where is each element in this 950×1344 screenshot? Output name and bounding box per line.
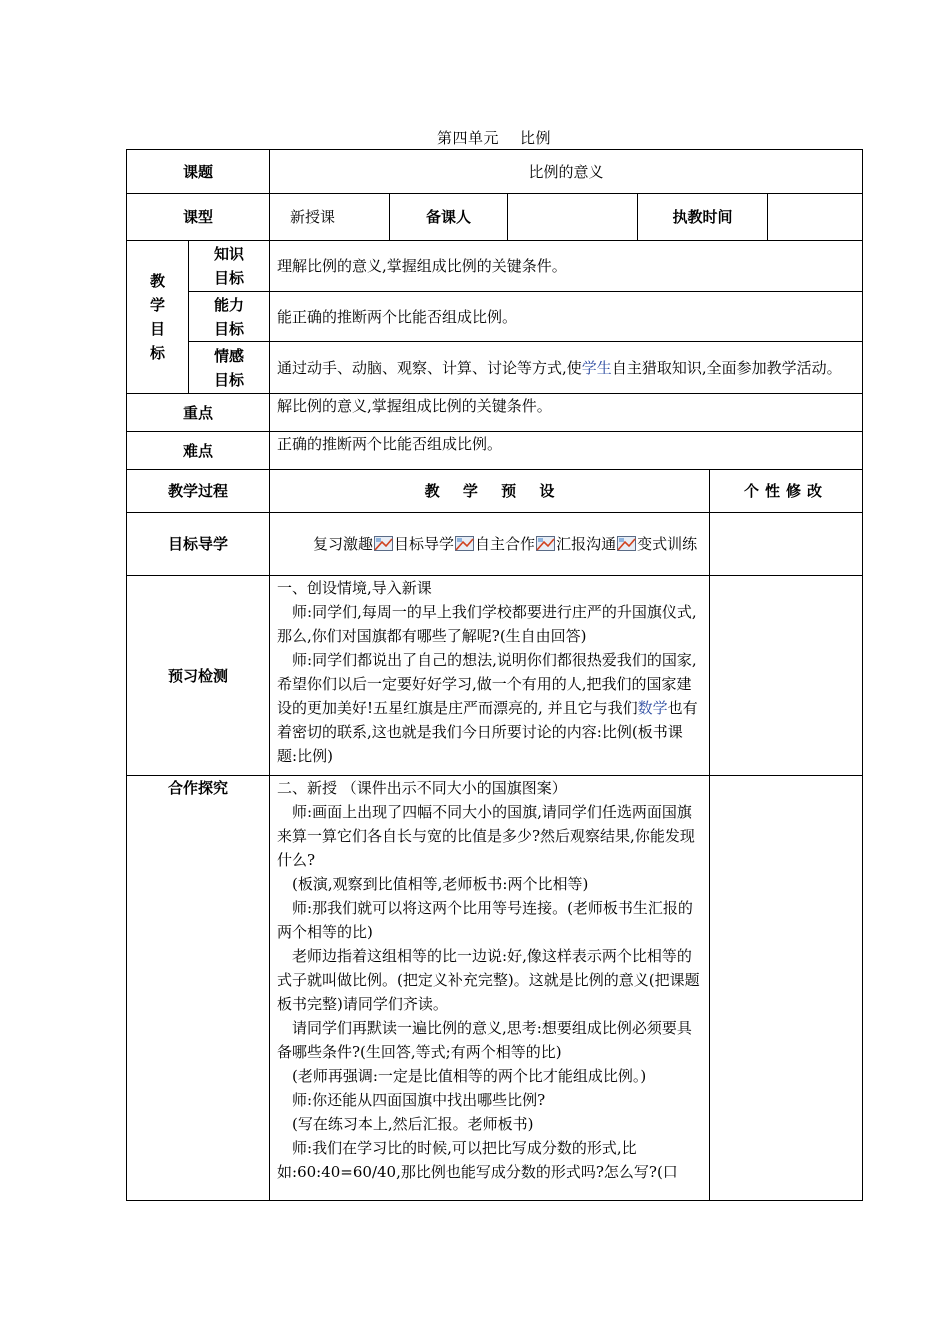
topic-label: 课题 — [127, 150, 270, 194]
ability-label-line: 能力 — [214, 295, 245, 314]
emotion-value — [270, 342, 863, 394]
explore-paragraph: (写在练习本上,然后汇报。老师板书) — [292, 1115, 534, 1133]
topic-value: 比例的意义 — [270, 150, 863, 194]
knowledge-label — [189, 241, 270, 292]
guide-step: 目标导学 — [394, 535, 455, 553]
preview-row — [127, 576, 863, 776]
preview-text: 也有着密切的联系,这也就是我们今日所要讨论的内容:比例(板书课题:比例) — [277, 699, 698, 765]
goals-char: 教 — [149, 272, 165, 290]
revise-label: 个性修改 — [710, 470, 863, 513]
topic-row — [127, 150, 863, 194]
explore-row — [127, 776, 863, 1201]
explore-revise-cell — [710, 776, 863, 1201]
type-value: 新授课 — [270, 194, 390, 241]
explore-paragraph: 师:我们在学习比的时候,可以把比写成分数的形式,比如:60:40=60/40,那比例也能写成分数的形式吗?怎么写?(口 — [277, 1139, 678, 1181]
guide-step: 自主合作 — [475, 535, 536, 553]
guide-steps — [270, 513, 710, 576]
preview-paragraph — [277, 648, 702, 768]
type-label: 课型 — [127, 194, 270, 241]
type-row — [127, 194, 863, 241]
broken-image-icon — [617, 536, 636, 551]
math-link[interactable]: 数学 — [637, 699, 668, 717]
guide-row — [127, 513, 863, 576]
broken-image-icon — [536, 536, 555, 551]
emotion-text: 自主猎取知识,全面参加教学活动。 — [611, 358, 842, 377]
emotion-text: 通过动手、动脑、观察、计算、讨论等方式,使 — [277, 358, 582, 377]
key-row — [127, 394, 863, 432]
preview-label: 预习检测 — [127, 576, 270, 776]
ability-goal-row — [127, 292, 863, 342]
preparer-value — [508, 194, 638, 241]
emotion-goal-row — [127, 342, 863, 394]
broken-image-icon — [455, 536, 474, 551]
preset-label: 教 学 预 设 — [270, 470, 710, 513]
explore-paragraph: 二、新授 （课件出示不同大小的国旗图案） — [277, 779, 567, 797]
lesson-plan-table — [126, 149, 863, 1201]
difficulty-value: 正确的推断两个比能否组成比例。 — [270, 432, 863, 470]
goals-char: 目 — [149, 320, 165, 338]
process-header-row — [127, 470, 863, 513]
preview-revise-cell — [710, 576, 863, 776]
preview-paragraph: 一、创设情境,导入新课 — [277, 579, 432, 597]
guide-revise-cell — [710, 513, 863, 576]
key-label: 重点 — [127, 394, 270, 432]
goals-label — [127, 241, 189, 394]
explore-paragraph: 师:你还能从四面国旗中找出哪些比例? — [292, 1091, 546, 1109]
time-label: 执教时间 — [638, 194, 768, 241]
emotion-label-line: 情感 — [214, 346, 245, 365]
preview-text: 师:同学们都说出了自己的想法,说明你们都很热爱我们的国家,希望你们以后一定要好好学习,做一个有用的人,把我们的国家建设的更加美好!五星红旗是庄严而漂亮的, 并且它与我们 — [277, 651, 697, 717]
explore-paragraph: 老师边指着这组相等的比一边说:好,像这样表示两个比相等的式子就叫做比例。(把定义补充完整)。这就是比例的意义(把课题板书完整)请同学们齐读。 — [277, 947, 700, 1013]
explore-content — [270, 776, 710, 1201]
ability-value: 能正确的推断两个比能否组成比例。 — [270, 292, 863, 342]
explore-paragraph: (老师再强调:一定是比值相等的两个比才能组成比例。) — [292, 1067, 647, 1085]
guide-step: 变式训练 — [637, 535, 698, 553]
knowledge-value: 理解比例的意义,掌握组成比例的关键条件。 — [270, 241, 863, 292]
key-value: 解比例的意义,掌握组成比例的关键条件。 — [270, 394, 863, 432]
emotion-label — [189, 342, 270, 394]
ability-label — [189, 292, 270, 342]
guide-step: 汇报沟通 — [556, 535, 617, 553]
emotion-label-line: 目标 — [214, 370, 245, 389]
preview-paragraph: 师:同学们,每周一的早上我们学校都要进行庄严的升国旗仪式,那么,你们对国旗都有哪些了解呢?(生自由回答) — [277, 603, 697, 645]
broken-image-icon — [374, 536, 393, 551]
preview-content — [270, 576, 710, 776]
explore-paragraph: 师:画面上出现了四幅不同大小的国旗,请同学们任选两面国旗来算一算它们各自长与宽的比值是多少?然后观察结果,你能发现什么? — [277, 803, 695, 869]
knowledge-goal-row — [127, 241, 863, 292]
goals-char: 学 — [149, 296, 165, 314]
ability-label-line: 目标 — [214, 319, 245, 338]
explore-paragraph: 请同学们再默读一遍比例的意义,思考:想要组成比例必须要具备哪些条件?(生回答,等式;有两个相等的比) — [277, 1019, 692, 1061]
goals-char: 标 — [149, 344, 165, 362]
page-title: 第四单元 比例 — [436, 129, 552, 147]
difficulty-label: 难点 — [127, 432, 270, 470]
explore-paragraph: 师:那我们就可以将这两个比用等号连接。(老师板书生汇报的两个相等的比) — [277, 899, 693, 941]
difficulty-row — [127, 432, 863, 470]
guide-step: 复习激趣 — [313, 535, 374, 553]
guide-label: 目标导学 — [127, 513, 270, 576]
knowledge-label-line: 知识 — [214, 245, 245, 263]
explore-label: 合作探究 — [127, 776, 270, 1201]
process-label: 教学过程 — [127, 470, 270, 513]
time-value — [768, 194, 863, 241]
student-link[interactable]: 学生 — [581, 358, 612, 377]
preparer-label: 备课人 — [390, 194, 508, 241]
explore-paragraph: (板演,观察到比值相等,老师板书:两个比相等) — [292, 875, 589, 893]
knowledge-label-line: 目标 — [214, 269, 245, 287]
